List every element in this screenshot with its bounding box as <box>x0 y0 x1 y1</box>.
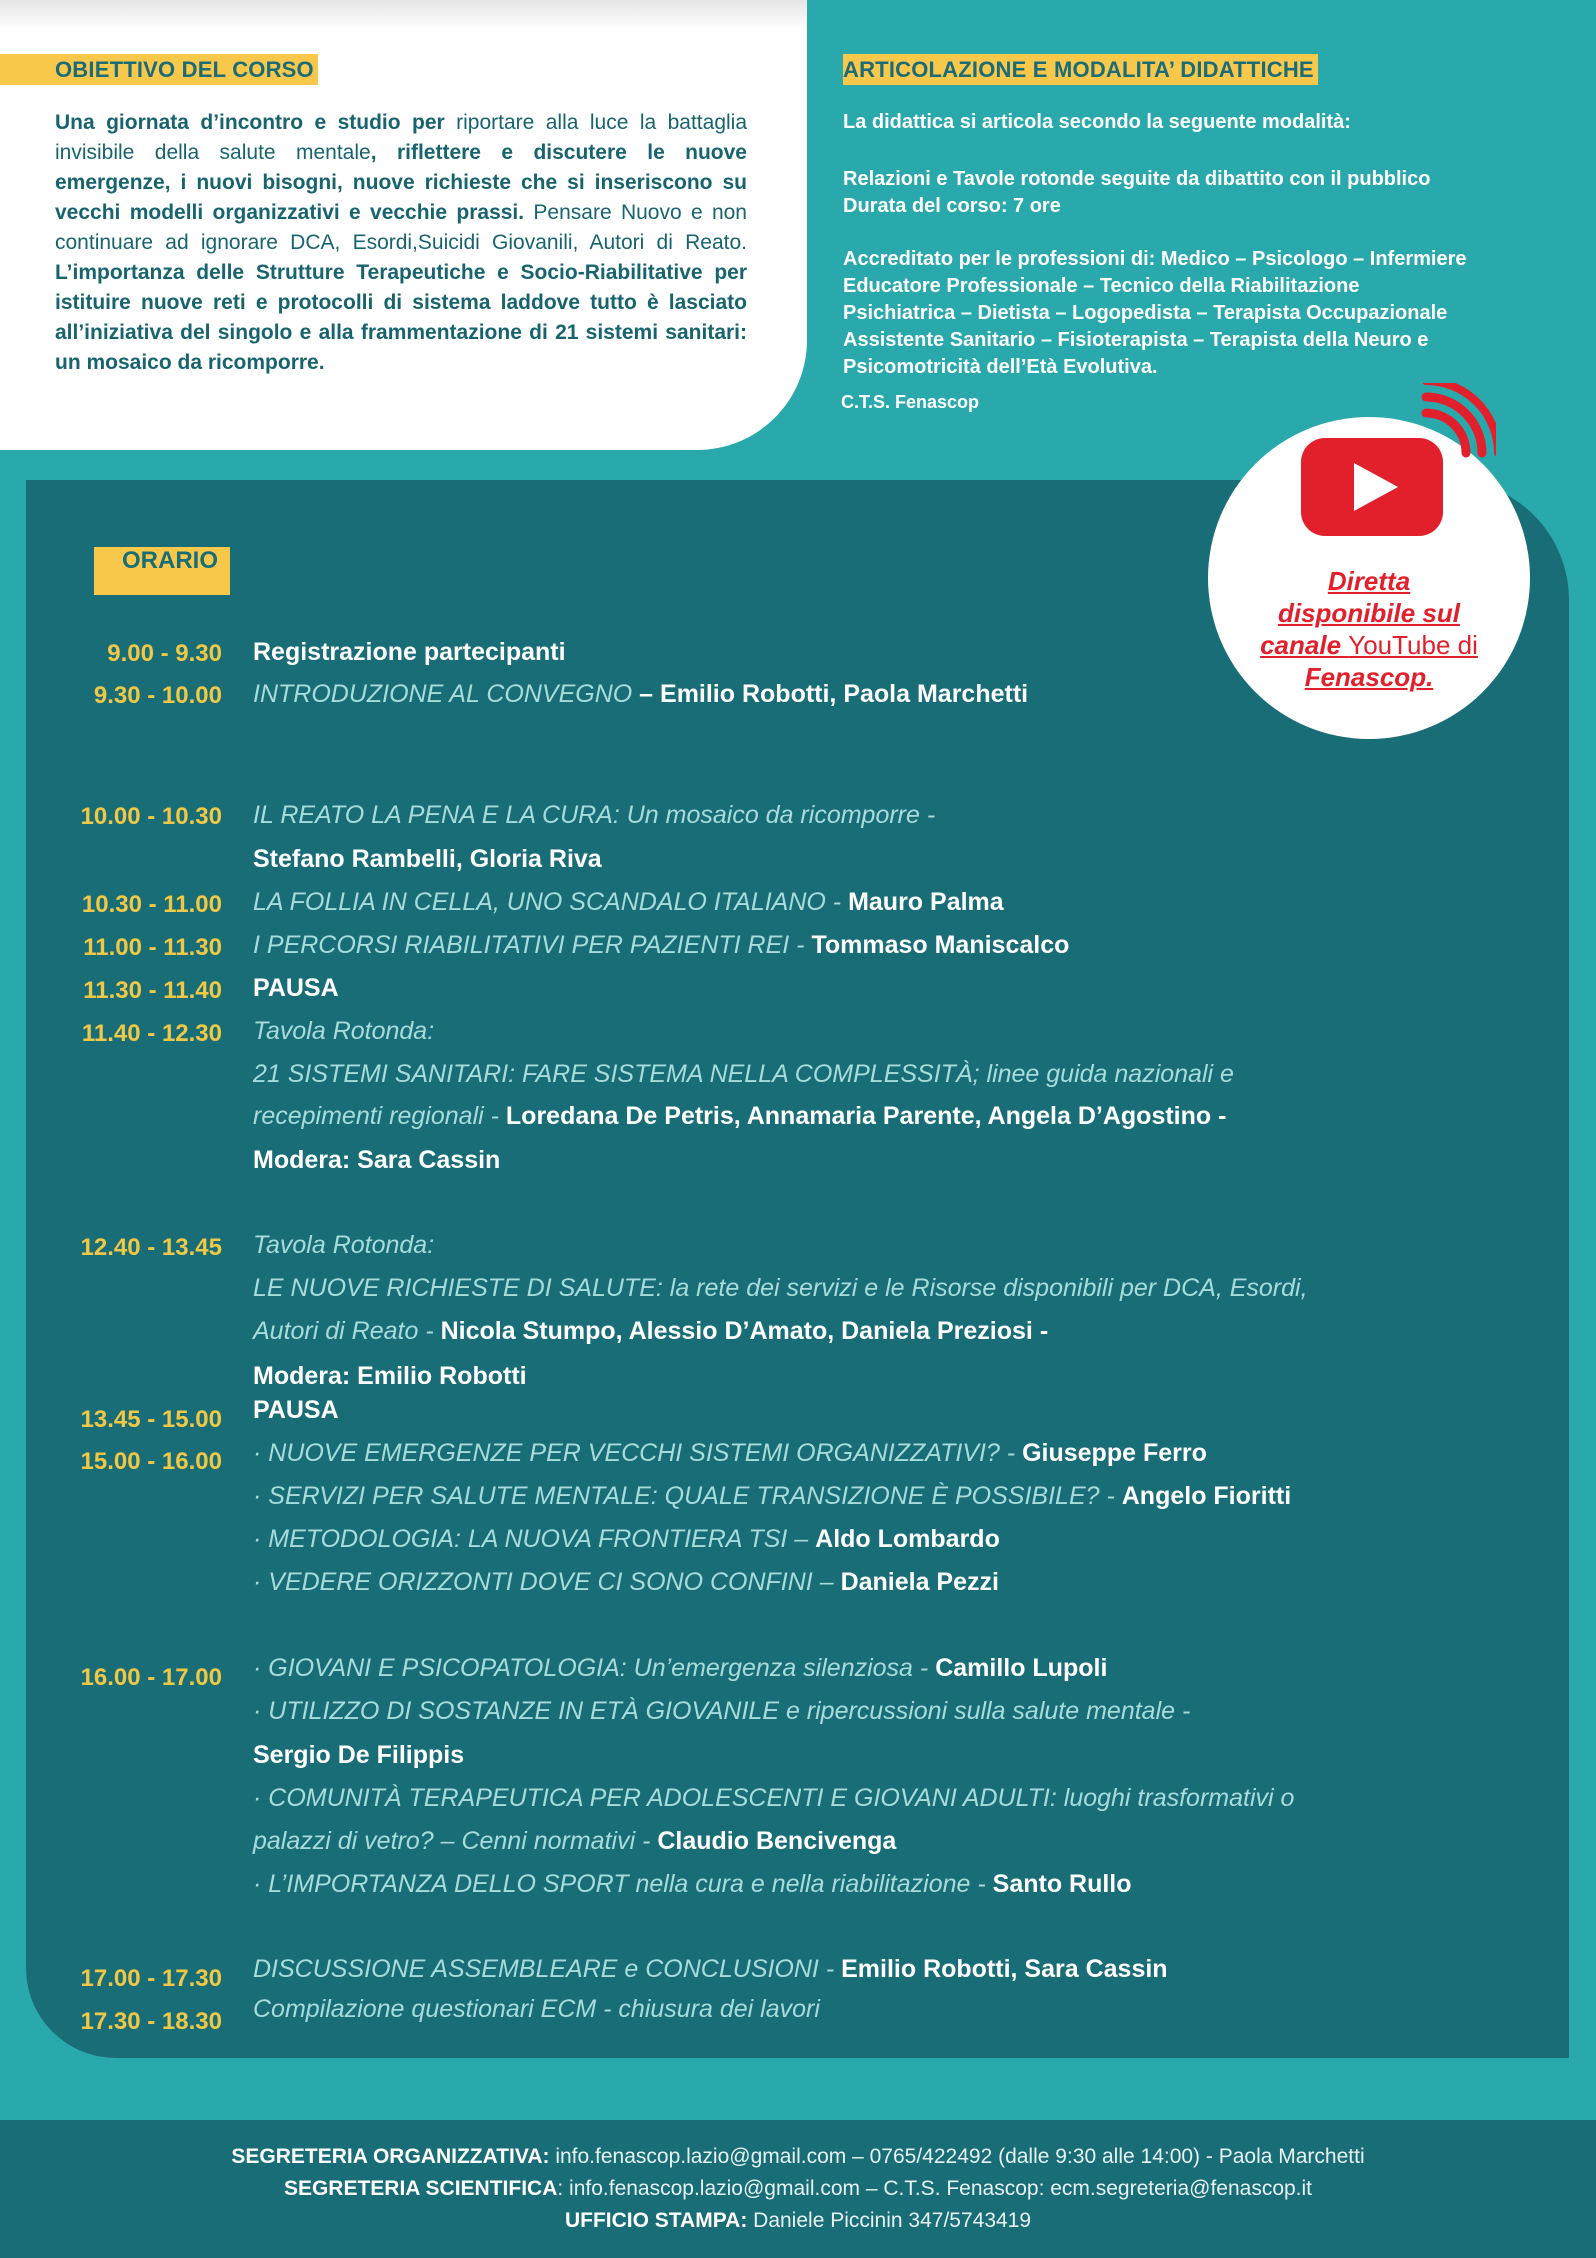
program-line: Registrazione partecipanti <box>253 638 566 666</box>
program-line: · GIOVANI E PSICOPATOLOGIA: Un’emergenza silenziosa - Camillo Lupoli <box>253 1654 1108 1682</box>
program-line: Sergio De Filippis <box>253 1741 465 1769</box>
youtube-line-4: Fenascop. <box>1304 662 1434 692</box>
time-slot: 11.00 - 11.30 <box>83 934 222 961</box>
youtube-line-2: disponibile sul <box>1277 598 1460 628</box>
time-slot: 16.00 - 17.00 <box>80 1664 222 1691</box>
accreditation-line: Accreditato per le professioni di: Medico – Psicologo – Infermiere <box>843 248 1467 270</box>
time-slot: 15.00 - 16.00 <box>80 1448 222 1475</box>
time-slot: 9.00 - 9.30 <box>107 640 222 667</box>
time-slot: 10.30 - 11.00 <box>81 891 222 918</box>
program-line: Stefano Rambelli, Gloria Riva <box>253 845 602 873</box>
youtube-live-link[interactable] <box>1208 565 1530 693</box>
program-line: · METODOLOGIA: LA NUOVA FRONTIERA TSI – Aldo Lombardo <box>253 1525 1000 1553</box>
program-line: · VEDERE ORIZZONTI DOVE CI SONO CONFINI – Daniela Pezzi <box>253 1568 999 1596</box>
footer-organizational: SEGRETERIA ORGANIZZATIVA: info.fenascop.lazio@gmail.com – 0765/422492 (dalle 9:30 alle 14:00) - Paola Marchetti <box>231 2145 1365 2168</box>
cts-label: C.T.S. Fenascop <box>841 392 980 412</box>
program-line: · SERVIZI PER SALUTE MENTALE: QUALE TRANSIZIONE È POSSIBILE? - Angelo Fioritti <box>253 1482 1292 1510</box>
time-slot: 10.00 - 10.30 <box>80 803 222 830</box>
program-line: INTRODUZIONE AL CONVEGNO – Emilio Robotti, Paola Marchetti <box>253 680 1029 708</box>
program-line: · COMUNITÀ TERAPEUTICA PER ADOLESCENTI E GIOVANI ADULTI: luoghi trasformativi o <box>253 1784 1295 1812</box>
youtube-line-3: canale YouTube di <box>1260 630 1478 660</box>
program-line: · NUOVE EMERGENZE PER VECCHI SISTEMI ORGANIZZATIVI? - Giuseppe Ferro <box>253 1439 1207 1467</box>
program-line: Compilazione questionari ECM - chiusura dei lavori <box>253 1995 820 2023</box>
articolazione-intro: La didattica si articola secondo la seguente modalità: <box>843 111 1351 133</box>
articolazione-format: Relazioni e Tavole rotonde seguite da dibattito con il pubblico <box>843 168 1431 190</box>
time-slot: 12.40 - 13.45 <box>80 1234 222 1261</box>
program-line: LE NUOVE RICHIESTE DI SALUTE: la rete dei servizi e le Risorse disponibili per DCA, Esordi, <box>253 1274 1308 1302</box>
program-line: Modera: Emilio Robotti <box>253 1362 527 1390</box>
orario-title: ORARIO <box>122 547 218 574</box>
youtube-play-icon[interactable] <box>1296 383 1496 543</box>
accreditation-line: Educatore Professionale – Tecnico della Riabilitazione <box>843 275 1360 297</box>
time-slot: 17.00 - 17.30 <box>80 1965 222 1992</box>
time-slot: 11.40 - 12.30 <box>81 1020 222 1047</box>
footer-scientific: SEGRETERIA SCIENTIFICA: info.fenascop.lazio@gmail.com – C.T.S. Fenascop: ecm.segreteria@fenascop.it <box>283 2177 1313 2200</box>
youtube-line-1: Diretta <box>1327 566 1411 596</box>
time-slot: 11.30 - 11.40 <box>83 977 222 1004</box>
program-line: Modera: Sara Cassin <box>253 1146 501 1174</box>
time-slot: 13.45 - 15.00 <box>80 1406 222 1433</box>
accreditation-line: Psichiatrica – Dietista – Logopedista – Terapista Occupazionale <box>843 302 1448 324</box>
program-line: · L’IMPORTANZA DELLO SPORT nella cura e nella riabilitazione - Santo Rullo <box>253 1870 1132 1898</box>
articolazione-title: ARTICOLAZIONE E MODALITA’ DIDATTICHE <box>843 54 1318 85</box>
objective-title: OBIETTIVO DEL CORSO <box>0 54 318 85</box>
top-shade <box>0 0 807 30</box>
program-line: 21 SISTEMI SANITARI: FARE SISTEMA NELLA COMPLESSITÀ; linee guida nazionali e <box>253 1060 1234 1088</box>
program-line: palazzi di vetro? – Cenni normativi - Claudio Bencivenga <box>253 1827 897 1855</box>
program-line: recepimenti regionali - Loredana De Petris, Annamaria Parente, Angela D’Agostino - <box>253 1102 1227 1130</box>
accreditation-line: Assistente Sanitario – Fisioterapista – Terapista della Neuro e <box>843 329 1429 351</box>
program-line: LA FOLLIA IN CELLA, UNO SCANDALO ITALIANO - Mauro Palma <box>253 888 1004 916</box>
program-line: I PERCORSI RIABILITATIVI PER PAZIENTI REI - Tommaso Maniscalco <box>253 931 1070 959</box>
program-line: Autori di Reato - Nicola Stumpo, Alessio D’Amato, Daniela Preziosi - <box>253 1317 1049 1345</box>
program-line: DISCUSSIONE ASSEMBLEARE e CONCLUSIONI - Emilio Robotti, Sara Cassin <box>253 1955 1168 1983</box>
program-line: Tavola Rotonda: <box>253 1017 435 1045</box>
objective-text: Una giornata d’incontro e studio per riportare alla luce la battaglia invisibile della salute mentale, riflettere e discutere le nuove emergenze, i nuovi bisogni, nuove richieste che si inseriscono su vecchi modelli organizzativi e vecchie prassi. Pensare Nuovo e non continuare ad ignorare DCA, Esordi,Suicidi Giovanili, Autori di Reato. L’importanza delle Strutture Terapeutiche e Socio-Riabilitative per istituire nuove reti e protocolli di sistema laddove tutto è lasciato all’iniziativa del singolo e alla frammentazione di 21 sistemi sanitari: un mosaico da ricomporre. <box>55 111 748 374</box>
program-line: · UTILIZZO DI SOSTANZE IN ETÀ GIOVANILE e ripercussioni sulla salute mentale - <box>253 1697 1191 1725</box>
program-line: IL REATO LA PENA E LA CURA: Un mosaico da ricomporre - <box>253 801 936 829</box>
footer-press: UFFICIO STAMPA: Daniele Piccinin 347/5743419 <box>564 2209 1032 2232</box>
accreditation-list <box>843 246 1467 381</box>
time-slot: 17.30 - 18.30 <box>80 2008 222 2035</box>
program-line: PAUSA <box>253 1396 339 1424</box>
time-slot: 9.30 - 10.00 <box>93 682 222 709</box>
accreditation-line: Psicomotricità dell’Età Evolutiva. <box>843 356 1158 378</box>
articolazione-duration: Durata del corso: 7 ore <box>843 195 1061 217</box>
program-line: Tavola Rotonda: <box>253 1231 435 1259</box>
program-line: PAUSA <box>253 974 339 1002</box>
